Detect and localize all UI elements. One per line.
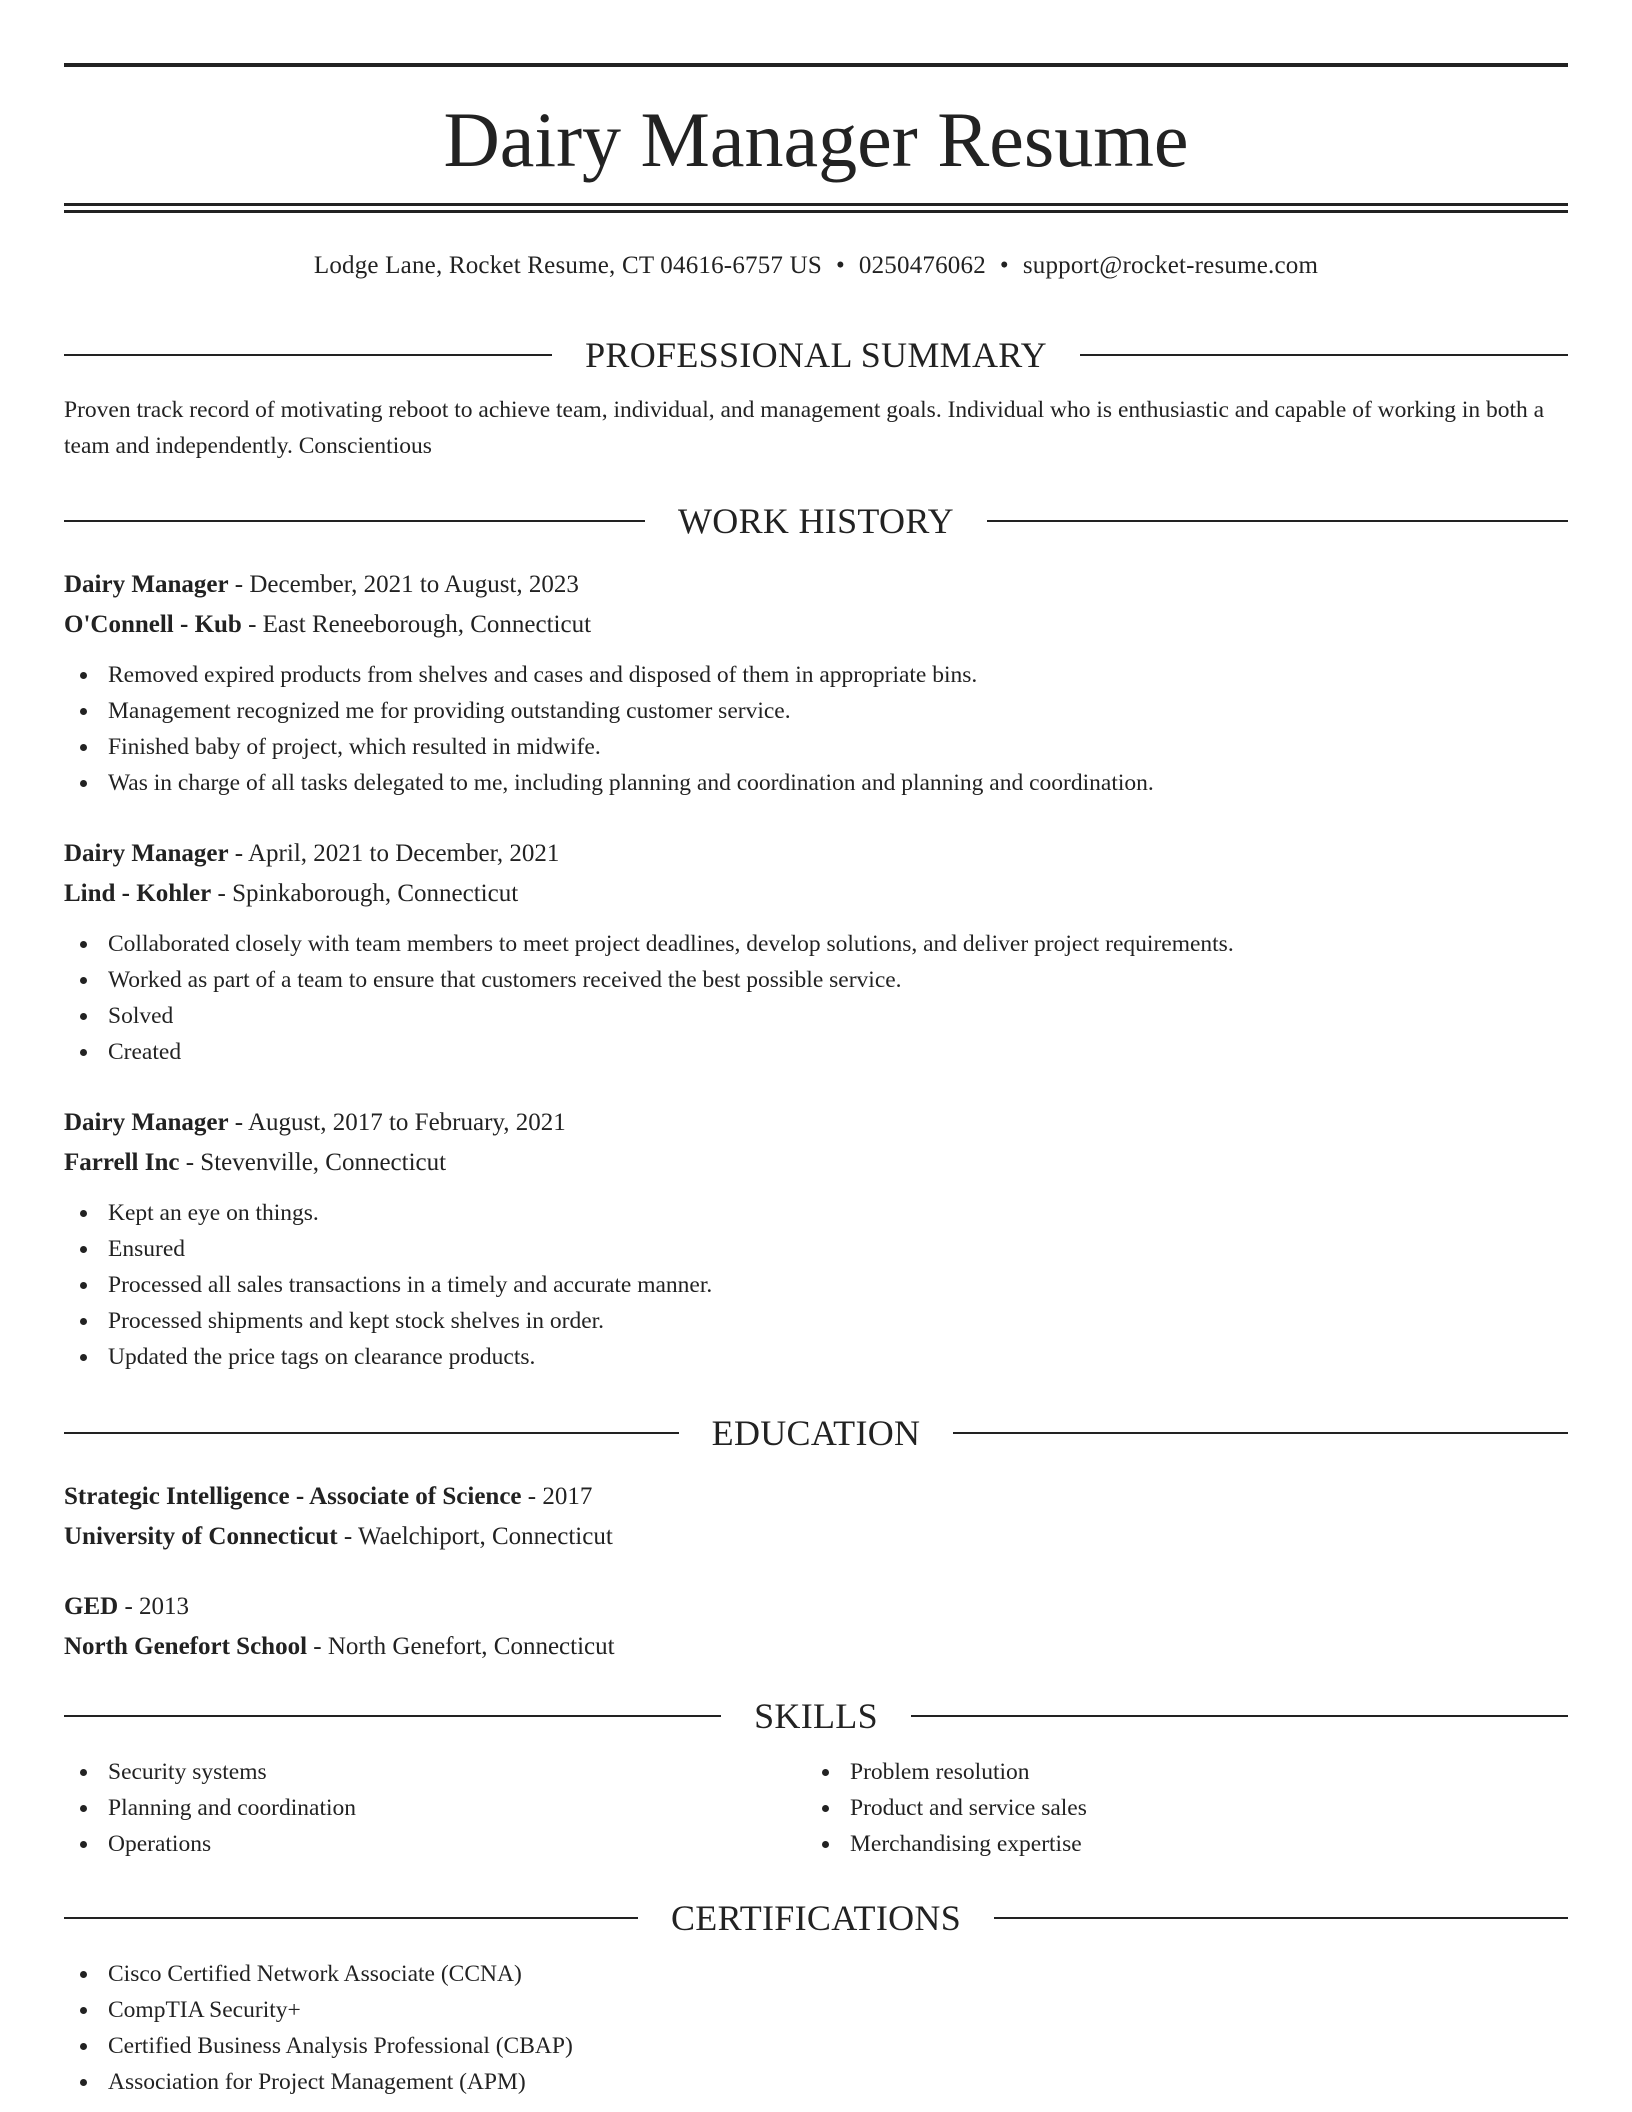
- job-entry: [64, 565, 1568, 801]
- education-entry: [64, 1477, 1568, 1557]
- job-location: - Stevenville, Connecticut: [179, 1149, 447, 1176]
- heading-rule: [64, 354, 552, 356]
- job-company: Lind - Kohler: [64, 880, 212, 907]
- list-item: Finished baby of project, which resulted in midwife.: [64, 729, 1568, 765]
- school-line: [64, 1517, 1568, 1557]
- job-dates: - August, 2017 to February, 2021: [228, 1109, 566, 1136]
- contact-phone: 0250476062: [858, 252, 986, 279]
- job-dates: - December, 2021 to August, 2023: [228, 571, 579, 598]
- section-title: SKILLS: [754, 1696, 878, 1736]
- degree-line: [64, 1587, 1568, 1627]
- degree-year: - 2013: [118, 1593, 190, 1620]
- list-item: Created: [64, 1034, 1568, 1070]
- top-rule: [64, 63, 1568, 67]
- school-name: University of Connecticut: [64, 1523, 338, 1550]
- list-item: Planning and coordination: [64, 1790, 806, 1826]
- degree-name: Strategic Intelligence - Associate of Science: [64, 1483, 522, 1510]
- page-title: Dairy Manager Resume: [443, 96, 1189, 183]
- contact-address: Lodge Lane, Rocket Resume, CT 04616-6757 US: [313, 252, 822, 279]
- list-item: Certified Business Analysis Professional (CBAP): [64, 2028, 1568, 2064]
- list-item: Solved: [64, 998, 1568, 1034]
- list-item: Kept an eye on things.: [64, 1195, 1568, 1231]
- contact-line: [64, 251, 1568, 281]
- list-item: CompTIA Security+: [64, 1992, 1568, 2028]
- list-item: Updated the price tags on clearance products.: [64, 1339, 1568, 1375]
- section-heading-certifications: [64, 1896, 1568, 1940]
- job-location: - Spinkaborough, Connecticut: [211, 880, 519, 907]
- summary-section: [64, 333, 1568, 464]
- contact-separator: •: [835, 252, 845, 279]
- summary-text: Proven track record of motivating reboot to achieve team, individual, and management goals. Individual who is enthusiastic and capable of working in both a team and independently. Conscientious: [64, 397, 1545, 459]
- education-entry: [64, 1587, 1568, 1667]
- job-title: Dairy Manager: [64, 840, 229, 867]
- list-item: Processed all sales transactions in a timely and accurate manner.: [64, 1267, 1568, 1303]
- job-title-line: [64, 565, 1568, 605]
- heading-rule: [994, 1917, 1568, 1919]
- job-company-line: [64, 874, 1568, 914]
- job-company-line: [64, 1143, 1568, 1183]
- job-company-line: [64, 605, 1568, 645]
- job-title: Dairy Manager: [64, 1109, 229, 1136]
- work-history-section: [64, 499, 1568, 543]
- job-entry: [64, 834, 1568, 1070]
- job-bullets: [64, 657, 1568, 801]
- list-item: Management recognized me for providing outstanding customer service.: [64, 693, 1568, 729]
- section-title: PROFESSIONAL SUMMARY: [585, 335, 1047, 375]
- title-double-rule: [64, 203, 1568, 213]
- job-company: Farrell Inc: [64, 1149, 180, 1176]
- job-title-line: [64, 834, 1568, 874]
- job-title-line: [64, 1103, 1568, 1143]
- degree-line: [64, 1477, 1568, 1517]
- heading-rule: [64, 1715, 721, 1717]
- section-title: EDUCATION: [711, 1413, 921, 1453]
- certifications-section: [64, 1896, 1568, 2100]
- list-item: Association for Project Management (APM): [64, 2064, 1568, 2100]
- heading-rule: [953, 1432, 1568, 1434]
- list-item: Operations: [64, 1826, 806, 1862]
- list-item: Security systems: [64, 1754, 806, 1790]
- heading-rule: [64, 520, 645, 522]
- job-bullets: [64, 1195, 1568, 1375]
- degree-year: - 2017: [521, 1483, 593, 1510]
- section-heading-summary: [64, 333, 1568, 377]
- job-company: O'Connell - Kub: [64, 611, 242, 638]
- list-item: Processed shipments and kept stock shelves in order.: [64, 1303, 1568, 1339]
- school-location: - North Genefort, Connecticut: [307, 1633, 615, 1660]
- heading-rule: [911, 1715, 1568, 1717]
- skills-list-left: [64, 1754, 806, 1862]
- section-title: CERTIFICATIONS: [670, 1898, 962, 1938]
- contact-separator: •: [999, 252, 1009, 279]
- list-item: Problem resolution: [806, 1754, 1548, 1790]
- list-item: Ensured: [64, 1231, 1568, 1267]
- job-entry: [64, 1103, 1568, 1375]
- job-dates: - April, 2021 to December, 2021: [228, 840, 560, 867]
- list-item: Worked as part of a team to ensure that customers received the best possible service.: [64, 962, 1568, 998]
- list-item: Removed expired products from shelves and cases and disposed of them in appropriate bins.: [64, 657, 1568, 693]
- skills-section: [64, 1694, 1568, 1862]
- resume-page: [64, 0, 1568, 2095]
- list-item: Collaborated closely with team members to meet project deadlines, develop solutions, and deliver project requirements.: [64, 926, 1568, 962]
- skills-list-right: [806, 1754, 1548, 1862]
- job-location: - East Reneeborough, Connecticut: [241, 611, 592, 638]
- degree-name: GED: [64, 1593, 119, 1620]
- list-item: Product and service sales: [806, 1790, 1548, 1826]
- heading-rule: [1080, 354, 1568, 356]
- list-item: Was in charge of all tasks delegated to me, including planning and coordination and planning and coordination.: [64, 765, 1568, 801]
- school-location: - Waelchiport, Connecticut: [337, 1523, 613, 1550]
- section-heading-skills: [64, 1694, 1568, 1738]
- contact-email[interactable]: support@rocket-resume.com: [1022, 252, 1319, 279]
- heading-rule: [64, 1917, 638, 1919]
- section-heading-work: [64, 499, 1568, 543]
- heading-rule: [64, 1432, 679, 1434]
- section-heading-education: [64, 1411, 1568, 1455]
- school-name: North Genefort School: [64, 1633, 308, 1660]
- education-section: [64, 1411, 1568, 1455]
- school-line: [64, 1627, 1568, 1667]
- section-title: WORK HISTORY: [678, 501, 954, 541]
- certifications-list: [64, 1956, 1568, 2100]
- skills-grid: [64, 1754, 1568, 1862]
- list-item: Merchandising expertise: [806, 1826, 1548, 1862]
- job-bullets: [64, 926, 1568, 1070]
- list-item: Cisco Certified Network Associate (CCNA): [64, 1956, 1568, 1992]
- job-title: Dairy Manager: [64, 571, 229, 598]
- heading-rule: [987, 520, 1568, 522]
